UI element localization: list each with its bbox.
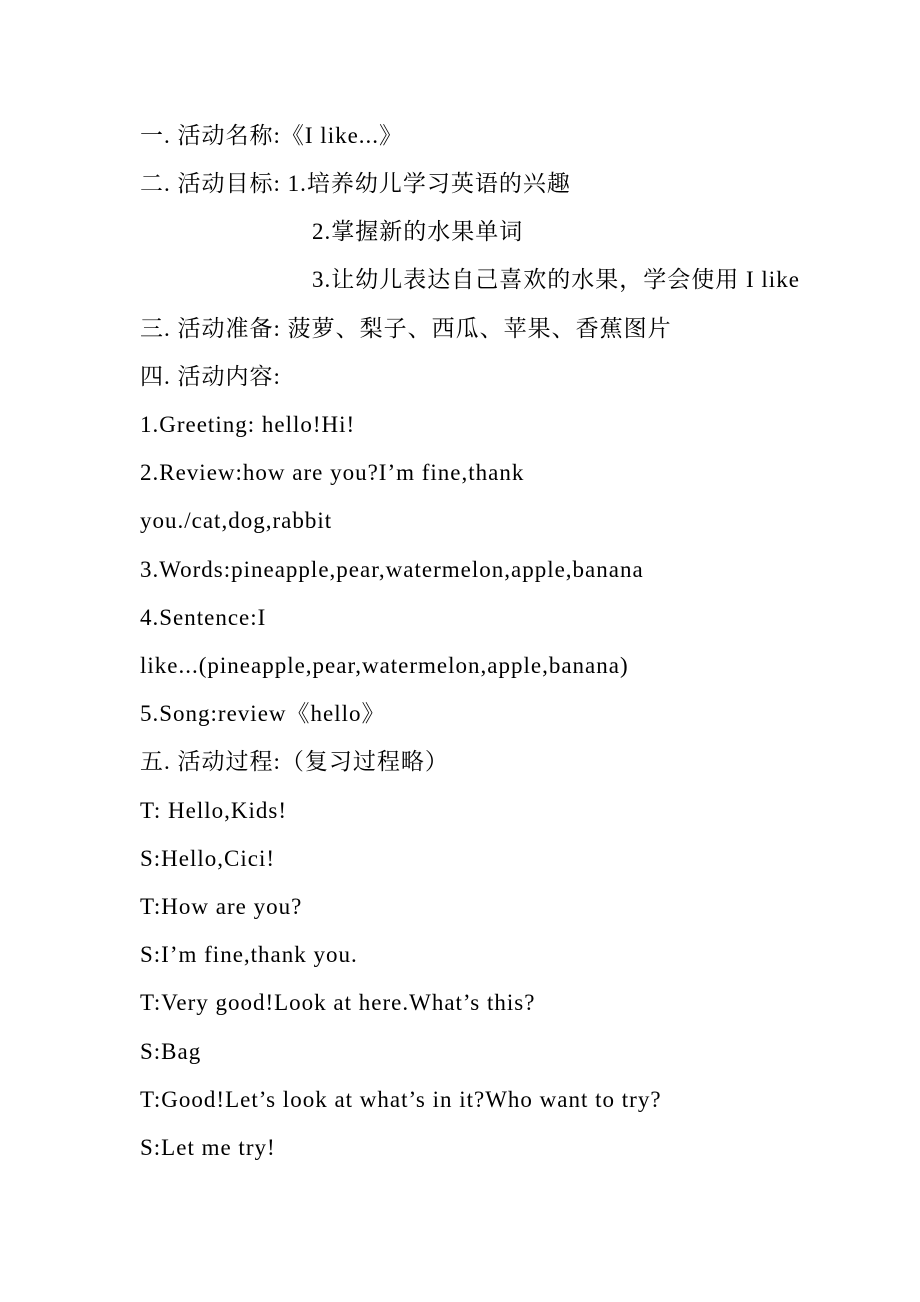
activity-content-heading: 四. 活动内容:: [140, 364, 281, 389]
content-greeting: 1.Greeting: hello!Hi!: [140, 412, 356, 437]
content-sentence-continued: like...(pineapple,pear,watermelon,apple,banana): [140, 653, 629, 678]
dialogue-line: T:Good!Let’s look at what’s in it?Who want to try?: [140, 1087, 662, 1112]
activity-preparation-line: 三. 活动准备: 菠萝、梨子、西瓜、苹果、香蕉图片: [140, 316, 672, 341]
dialogue-line: S:Bag: [140, 1039, 202, 1064]
content-sentence: 4.Sentence:I: [140, 605, 267, 630]
activity-name-line: 一. 活动名称:《I like...》: [140, 123, 404, 148]
dialogue-line: S:Hello,Cici!: [140, 846, 276, 871]
dialogue-line: T: Hello,Kids!: [140, 798, 288, 823]
dialogue-line: T:Very good!Look at here.What’s this?: [140, 990, 536, 1015]
activity-goal-item-3: 3.让幼儿表达自己喜欢的水果，学会使用 I like: [312, 267, 800, 292]
dialogue-line: S:I’m fine,thank you.: [140, 942, 358, 967]
content-song: 5.Song:review《hello》: [140, 701, 386, 726]
dialogue-line: S:Let me try!: [140, 1135, 276, 1160]
dialogue-line: T:How are you?: [140, 894, 303, 919]
activity-goal-line: 二. 活动目标: 1.培养幼儿学习英语的兴趣: [140, 171, 571, 196]
content-review-continued: you./cat,dog,rabbit: [140, 508, 333, 533]
content-review: 2.Review:how are you?I’m fine,thank: [140, 460, 525, 485]
activity-process-heading: 五. 活动过程:（复习过程略）: [140, 749, 449, 774]
activity-goal-item-2: 2.掌握新的水果单词: [312, 219, 524, 244]
content-words: 3.Words:pineapple,pear,watermelon,apple,banana: [140, 557, 644, 582]
